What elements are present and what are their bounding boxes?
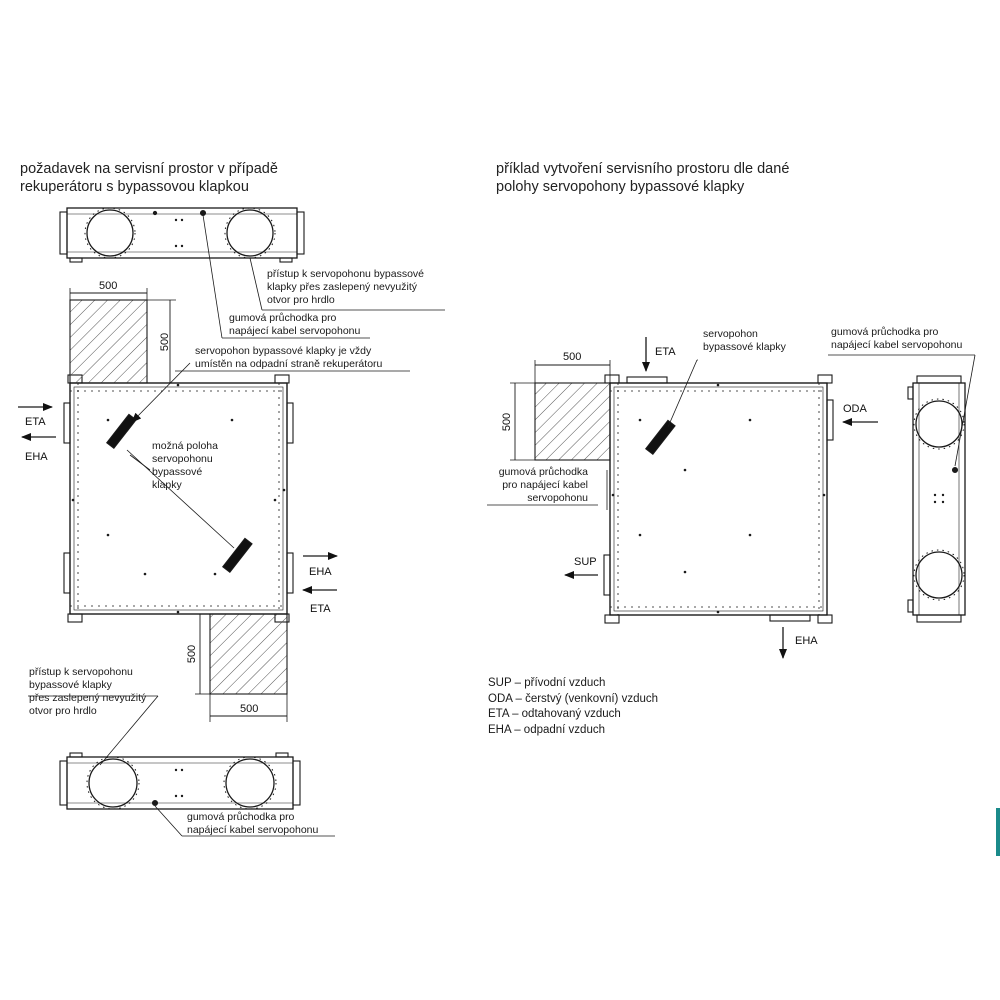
left-top-unit xyxy=(60,208,304,262)
left-dim-top-height: 500 xyxy=(159,332,172,352)
left-main-unit xyxy=(64,375,293,622)
left-label-access-top-line-3: otvor pro hrdlo xyxy=(267,294,335,306)
legend-item-sup: SUP – přívodní vzduch xyxy=(488,677,606,689)
left-label-grommet-top-line-1: gumová průchodka pro xyxy=(229,312,337,324)
left-port-eta: ETA xyxy=(25,416,46,428)
right-label-grommet-side xyxy=(831,326,962,352)
right-service-space xyxy=(535,383,610,460)
left-label-possible-line-3: bypassové xyxy=(152,466,203,478)
left-label-access-bottom-line-3: přes zaslepený nevyužitý xyxy=(29,692,147,704)
right-side-unit xyxy=(908,376,965,622)
left-label-access-bottom xyxy=(29,666,146,718)
right-side-port-eta: ETA xyxy=(310,603,331,615)
right-label-grommet-inner-line-3: servopohonu xyxy=(527,492,588,504)
left-label-servo-side xyxy=(195,345,382,371)
right-label-grommet-inner-line-2: pro napájecí kabel xyxy=(502,479,588,491)
right-label-grommet-inner-line-1: gumová průchodka xyxy=(498,466,588,478)
left-label-access-bottom-line-1: přístup k servopohonu xyxy=(29,666,133,678)
right-port-eha: EHA xyxy=(795,635,818,647)
left-servo-upper xyxy=(107,414,136,448)
right-label-grommet-side-line-1: gumová průchodka pro xyxy=(831,326,939,338)
accent-tab xyxy=(996,808,1000,856)
left-label-access-top xyxy=(267,268,424,307)
left-label-access-bottom-line-2: bypassové klapky xyxy=(29,679,112,691)
left-label-grommet-bottom xyxy=(187,811,318,837)
left-label-possible-position xyxy=(152,440,218,492)
left-label-possible-line-4: klapky xyxy=(152,479,182,491)
left-dim-bottom-height: 500 xyxy=(186,644,199,664)
right-heading xyxy=(496,160,789,196)
left-label-grommet-bottom-line-2: napájecí kabel servopohonu xyxy=(187,824,319,836)
right-port-sup: SUP xyxy=(574,556,597,568)
right-label-grommet-inner xyxy=(488,466,588,505)
right-port-oda: ODA xyxy=(843,403,867,415)
left-dim-bottom-width: 500 xyxy=(240,703,259,715)
right-label-grommet-side-line-2: napájecí kabel servopohonu xyxy=(831,339,963,351)
left-label-grommet-bottom-line-1: gumová průchodka pro xyxy=(187,811,295,823)
left-label-possible-line-1: možná poloha xyxy=(152,440,218,452)
right-label-servo-line-2: bypassové klapky xyxy=(703,341,786,353)
left-label-access-bottom-line-4: otvor pro hrdlo xyxy=(29,705,97,717)
right-heading-line-2: polohy servopohony bypassové klapky xyxy=(496,179,745,195)
left-label-possible-line-2: servopohonu xyxy=(152,453,213,465)
right-label-servo xyxy=(703,328,786,354)
left-label-access-top-line-2: klapky přes zaslepený nevyužitý xyxy=(267,281,417,293)
right-label-servo-line-1: servopohon xyxy=(703,328,758,340)
right-servo xyxy=(646,420,675,454)
right-heading-line-1: příklad vytvoření servisního prostoru dle dané xyxy=(496,161,790,177)
right-dim-width: 500 xyxy=(563,351,582,363)
left-label-grommet-top xyxy=(229,312,360,338)
right-port-eta: ETA xyxy=(655,346,676,358)
left-servo-lower xyxy=(223,538,252,572)
left-dim-top-width: 500 xyxy=(99,280,118,292)
left-label-servo-side-line-1: servopohon bypassové klapky je vždy xyxy=(195,345,372,357)
left-heading-line-2: rekuperátoru s bypassovou klapkou xyxy=(20,179,249,195)
left-label-servo-side-line-2: umístěn na odpadní straně rekuperátoru xyxy=(195,358,383,370)
right-dim-height: 500 xyxy=(501,412,514,432)
left-heading xyxy=(20,160,278,196)
left-label-access-top-line-1: přístup k servopohonu bypassové xyxy=(267,268,425,280)
legend-item-oda: ODA – čerstvý (venkovní) vzduch xyxy=(488,692,659,705)
right-side-port-eha: EHA xyxy=(309,566,332,578)
legend-item-eha: EHA – odpadní vzduch xyxy=(488,723,605,736)
left-service-space-top xyxy=(70,300,147,383)
legend-item-eta: ETA – odtahovaný vzduch xyxy=(488,708,621,720)
left-heading-line-1: požadavek na servisní prostor v případě xyxy=(20,161,278,177)
left-bottom-unit xyxy=(60,753,300,809)
left-label-grommet-top-line-2: napájecí kabel servopohonu xyxy=(229,325,361,337)
left-port-eha: EHA xyxy=(25,451,48,463)
right-main-unit xyxy=(604,375,833,623)
left-service-space-bottom xyxy=(210,614,287,694)
legend xyxy=(488,676,658,738)
